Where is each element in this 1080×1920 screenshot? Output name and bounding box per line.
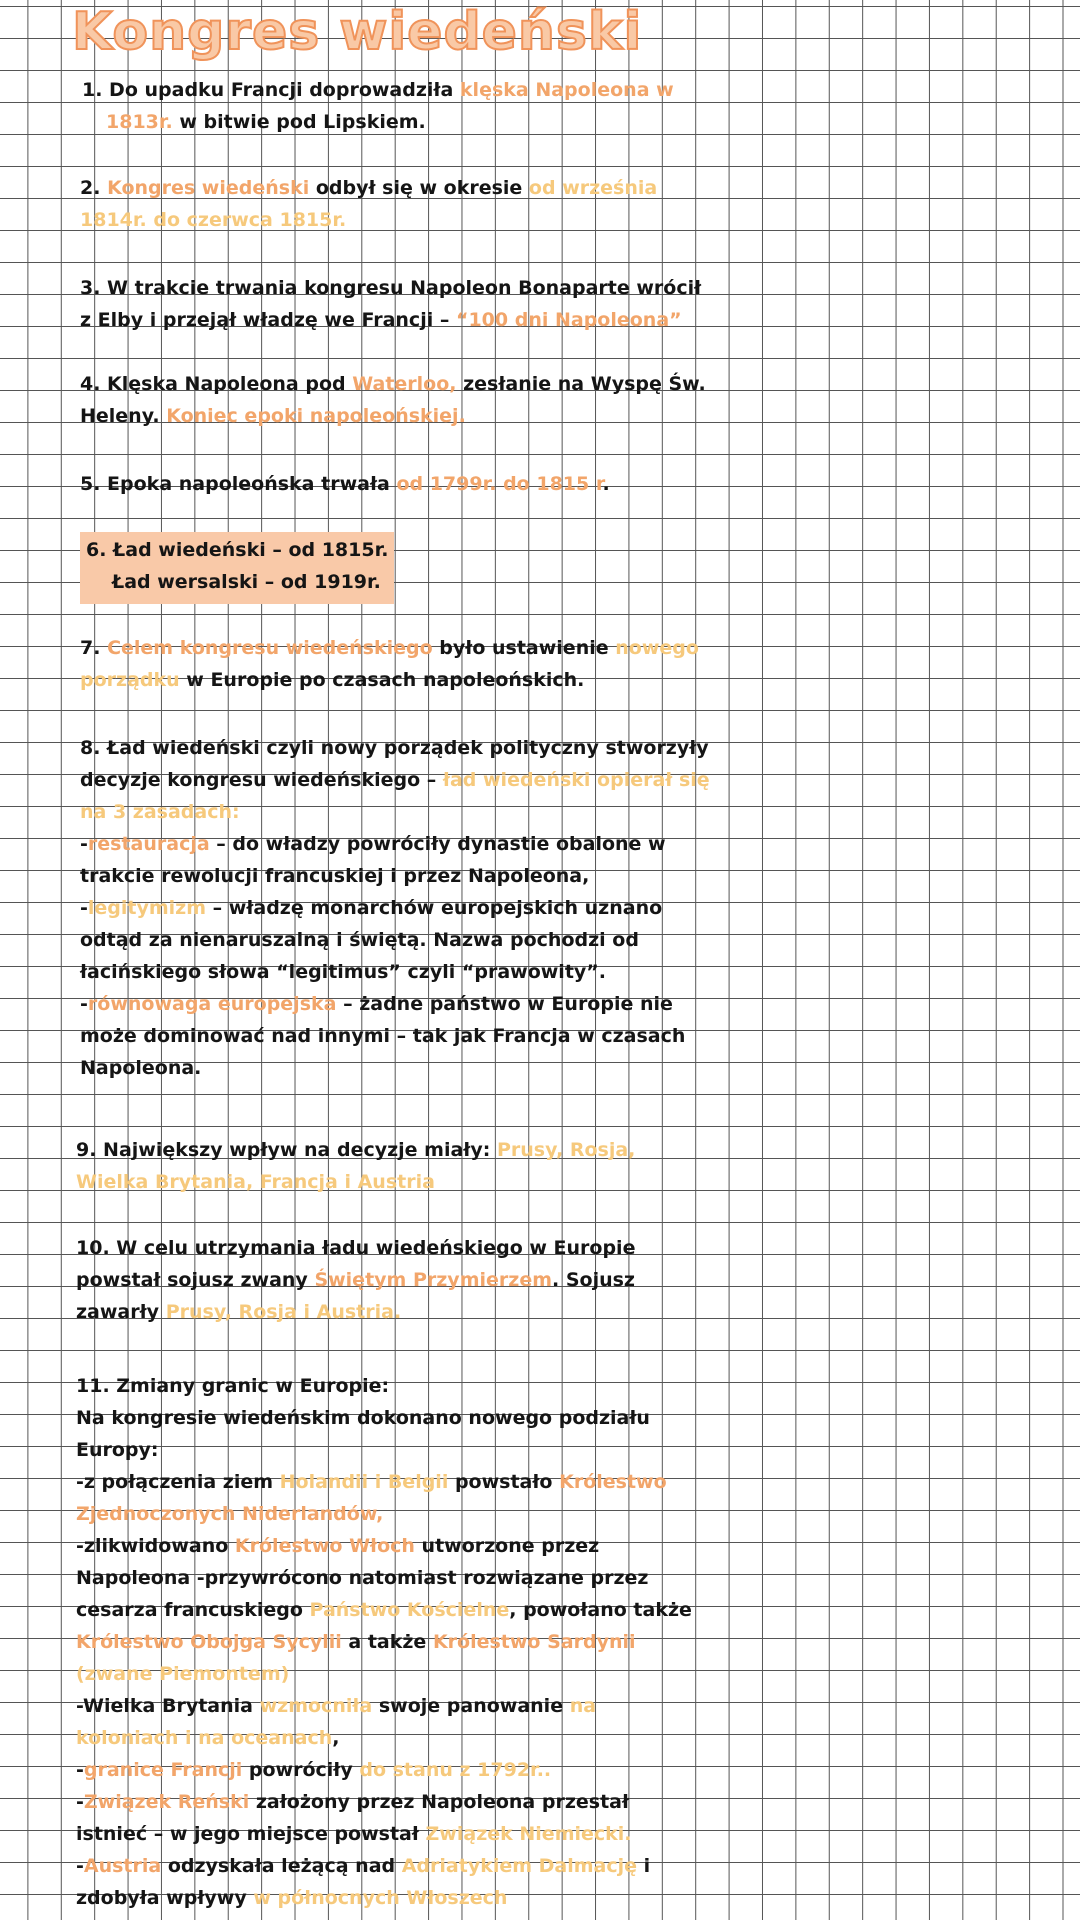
item-6: [80, 532, 394, 604]
item-7: 7. Celem kongresu wiedeńskiego było ustawienie nowego porządku w Europie po czasach napoleońskich.: [80, 637, 699, 691]
page-title: Kongres wiedeński: [72, 2, 643, 62]
highlight-box: 6. Ład wiedeński – od 1815r. Ład wersalski – od 1919r.: [80, 532, 394, 604]
item-10: 10. W celu utrzymania ładu wiedeńskiego w Europie powstał sojusz zwany Świętym Przymierzem. Sojusz zawarły Prusy, Rosja i Austria.: [76, 1237, 636, 1323]
item-5: 5. Epoka napoleońska trwała od 1799r. do 1815 r.: [80, 473, 610, 495]
item-4: 4. Klęska Napoleona pod Waterloo, zesłanie na Wyspę Św. Heleny. Koniec epoki napoleońskiej.: [80, 373, 706, 427]
item-9: 9. Największy wpływ na decyzje miały: Prusy, Rosja, Wielka Brytania, Francja i Austria: [76, 1139, 636, 1193]
item-2: 2. Kongres wiedeński odbył się w okresie od września 1814r. do czerwca 1815r.: [80, 177, 658, 231]
item-8: 8. Ład wiedeński czyli nowy porządek polityczny stworzyły decyzje kongresu wiedeńskiego – ład wiedeński opierał się na 3 zasadach: -restauracja – do władzy powróciły dynastie obalone w trakcie rewolucji francuskiej i przez Napoleona, -legitymizm – władzę monarchów europejskich uznano odtąd za nienaruszalną i świętą. Nazwa pochodzi od łacińskiego słowa “legitimus” czyli “prawowity”. -równowaga europejska – żadne państwo w Europie nie może dominować nad innymi – tak jak Francja w czasach Napoleona.: [80, 737, 710, 1079]
item-1: 1. Do upadku Francji doprowadziła klęska Napoleona w 1813r. w bitwie pod Lipskiem.: [82, 79, 674, 133]
item-3: 3. W trakcie trwania kongresu Napoleon Bonaparte wrócił z Elby i przejął władzę we Francji – “100 dni Napoleona”: [80, 277, 702, 331]
item-11: 11. Zmiany granic w Europie: Na kongresie wiedeńskim dokonano nowego podziału Europy: -z połączenia ziem Holandii i Belgii powstało Królestwo Zjednoczonych Niderlandów, -zlikwidowano Królestwo Włoch utworzone przez Napoleona -przywrócono natomiast rozwiązane przez cesarza francuskiego Państwo Kościelne, powołano także Królestwo Obojga Sycylii a także Królestwo Sardynii (zwane Piemontem) -Wielka Brytania wzmocniła swoje panowanie na koloniach i na oceanach, -granice Francji powróciły do stanu z 1792r.. -Związek Reński założony przez Napoleona przestał istnieć – w jego miejsce powstał Związek Niemiecki. -Austria odzyskała leżącą nad Adriatykiem Dalmację i zdobyła wpływy w północnych Włoszech: [76, 1375, 692, 1909]
